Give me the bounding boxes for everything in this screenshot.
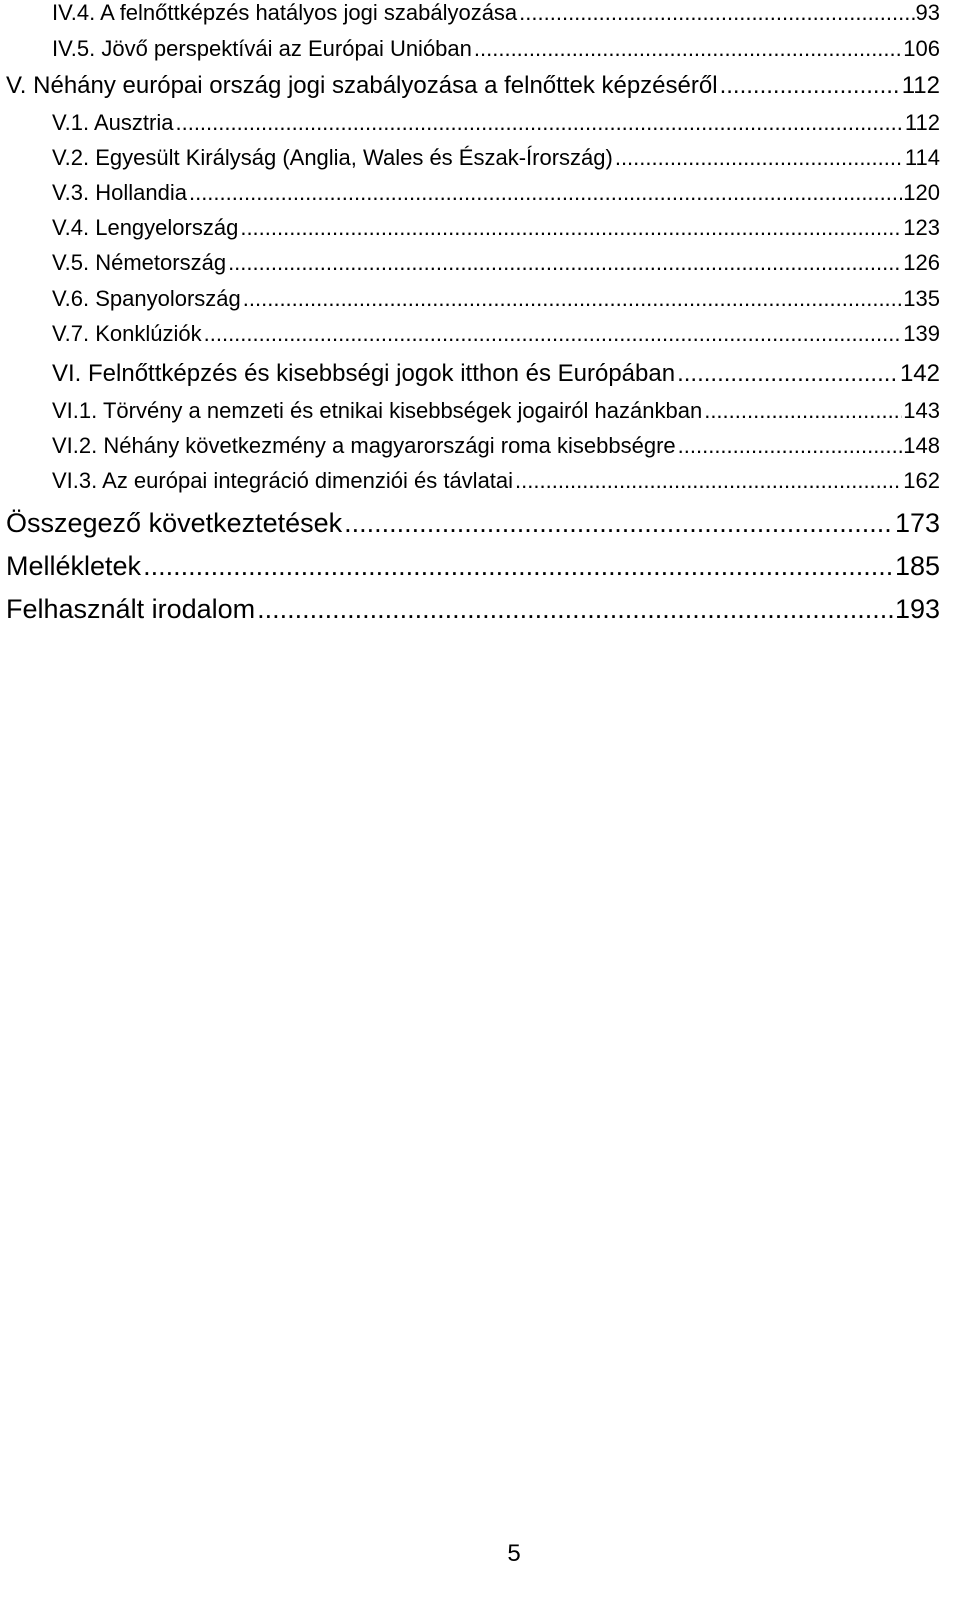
toc-entry-title: VI.1. Törvény a nemzeti és etnikai kisebbségek jogairól hazánkban bbox=[52, 398, 703, 423]
toc-entry-page: 143 bbox=[903, 398, 940, 423]
dot-leader bbox=[175, 110, 903, 136]
toc-entry-title: IV.4. A felnőttképzés hatályos jogi szabályozása bbox=[52, 0, 518, 25]
toc-entry-page: 185 bbox=[894, 551, 940, 581]
toc-entry-page: 114 bbox=[904, 145, 940, 170]
toc-entry-page: 142 bbox=[899, 360, 940, 387]
toc-entry[interactable] bbox=[52, 321, 940, 347]
toc-entry-page: 173 bbox=[894, 508, 940, 538]
page-number: 5 bbox=[507, 1540, 521, 1567]
toc-entry[interactable] bbox=[52, 0, 940, 26]
dot-leader bbox=[474, 36, 902, 62]
dot-leader bbox=[240, 215, 902, 241]
dot-leader bbox=[615, 145, 904, 171]
toc-entry[interactable] bbox=[6, 594, 940, 625]
toc-entry[interactable] bbox=[52, 145, 940, 171]
dot-leader bbox=[344, 508, 894, 539]
dot-leader bbox=[243, 286, 903, 312]
dot-leader bbox=[515, 468, 902, 494]
dot-leader bbox=[678, 433, 903, 459]
toc-entry[interactable] bbox=[6, 551, 940, 582]
toc-entry-title: VI.2. Néhány következmény a magyarországi roma kisebbségre bbox=[52, 433, 676, 458]
toc-entry-title: V. Néhány európai ország jogi szabályozása a felnőttek képzéséről bbox=[6, 72, 718, 99]
dot-leader bbox=[677, 360, 899, 388]
toc-entry-title: V.2. Egyesült Királyság (Anglia, Wales és Észak-Írország) bbox=[52, 145, 613, 170]
toc-entry[interactable] bbox=[52, 468, 940, 494]
toc-entry-page: 120 bbox=[903, 180, 940, 205]
toc-entry-title: VI.3. Az európai integráció dimenziói és távlatai bbox=[52, 468, 514, 493]
toc-entry[interactable] bbox=[52, 286, 940, 312]
toc-entry[interactable] bbox=[6, 508, 940, 539]
toc-entry-page: 135 bbox=[903, 286, 940, 311]
toc-entry[interactable] bbox=[52, 250, 940, 276]
toc-entry-title: Összegező következtetések bbox=[6, 508, 343, 538]
toc-entry-page: 106 bbox=[903, 36, 940, 61]
toc-entry-title: Mellékletek bbox=[6, 551, 142, 581]
toc-entry[interactable] bbox=[52, 36, 940, 62]
toc-entry-title: V.6. Spanyolország bbox=[52, 286, 241, 311]
toc-entry-title: V.3. Hollandia bbox=[52, 180, 187, 205]
dot-leader bbox=[704, 398, 902, 424]
toc-entry-page: 162 bbox=[903, 468, 940, 493]
toc-entry-title: VI. Felnőttképzés és kisebbségi jogok itthon és Európában bbox=[52, 360, 676, 387]
toc-entry-page: 148 bbox=[903, 433, 940, 458]
dot-leader bbox=[143, 551, 894, 582]
toc-entry[interactable] bbox=[52, 110, 940, 136]
toc-entry-title: V.4. Lengyelország bbox=[52, 215, 239, 240]
toc-entry-page: 93 bbox=[915, 0, 940, 25]
toc-entry-title: IV.5. Jövő perspektívái az Európai Unióban bbox=[52, 36, 472, 61]
toc-entry-title: V.1. Ausztria bbox=[52, 110, 174, 135]
toc-entry-title: V.7. Konklúziók bbox=[52, 321, 202, 346]
toc-entry-title: Felhasznált irodalom bbox=[6, 594, 256, 624]
dot-leader bbox=[189, 180, 902, 206]
toc-entry[interactable] bbox=[52, 398, 940, 424]
toc-entry[interactable] bbox=[52, 180, 940, 206]
toc-entry-page: 123 bbox=[903, 215, 940, 240]
toc-entry-page: 139 bbox=[903, 321, 940, 346]
toc-entry-page: 112 bbox=[901, 72, 940, 99]
dot-leader bbox=[720, 72, 901, 100]
toc-entry-page: 126 bbox=[903, 250, 940, 275]
dot-leader bbox=[228, 250, 902, 276]
toc-entry[interactable] bbox=[6, 72, 940, 100]
dot-leader bbox=[519, 0, 914, 26]
toc-entry-title: V.5. Németország bbox=[52, 250, 227, 275]
toc-entry[interactable] bbox=[52, 215, 940, 241]
dot-leader bbox=[257, 594, 894, 625]
toc-entry[interactable] bbox=[52, 433, 940, 459]
toc-entry[interactable] bbox=[52, 360, 940, 388]
dot-leader bbox=[204, 321, 903, 347]
toc-entry-page: 112 bbox=[904, 110, 940, 135]
toc-entry-page: 193 bbox=[894, 594, 940, 624]
